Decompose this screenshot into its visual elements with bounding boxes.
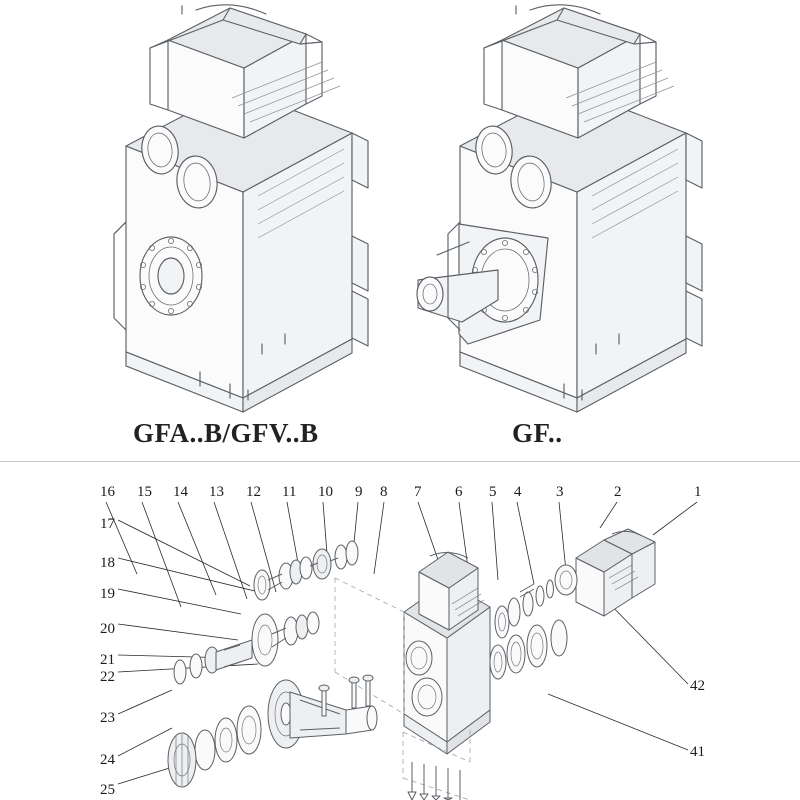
callout-9: 9 [355,484,363,500]
callout-5: 5 [489,484,497,500]
callout-14: 14 [173,484,188,500]
callout-6: 6 [455,484,463,500]
callout-4: 4 [514,484,522,500]
gearbox-right-drawing [417,5,702,412]
middle-shaft-group [174,612,319,684]
callout-18: 18 [100,555,115,571]
exploded-diagram-area [0,462,800,800]
callout-21: 21 [100,652,115,668]
exploded-parts-drawing [0,462,800,800]
caption-left: GFA..B/GFV..B [133,418,319,448]
callout-10: 10 [318,484,333,500]
callout-15: 15 [137,484,152,500]
callout-22: 22 [100,669,115,685]
callout-42: 42 [690,678,705,694]
callout-16: 16 [100,484,115,500]
callout-13: 13 [209,484,224,500]
lower-gear-group [168,675,377,787]
callout-23: 23 [100,710,115,726]
gearbox-left-drawing [114,5,368,412]
callout-41: 41 [690,744,705,760]
callout-2: 2 [614,484,622,500]
leader-lines-right [548,598,688,750]
callout-20: 20 [100,621,115,637]
caption-right: GF.. [512,418,563,448]
upper-shaft-group [254,541,358,600]
callout-19: 19 [100,586,115,602]
rings-group-right [495,580,554,638]
callout-1: 1 [694,484,702,500]
callout-17: 17 [100,516,115,532]
callout-24: 24 [100,752,115,768]
callout-12: 12 [246,484,261,500]
callout-8: 8 [380,484,388,500]
gearbox-housing-exploded [404,552,490,754]
callout-25: 25 [100,782,115,798]
callout-7: 7 [414,484,422,500]
callout-3: 3 [556,484,564,500]
callout-11: 11 [282,484,297,500]
bolts-group-bottom [408,762,460,800]
motor-unit-exploded [555,529,655,616]
